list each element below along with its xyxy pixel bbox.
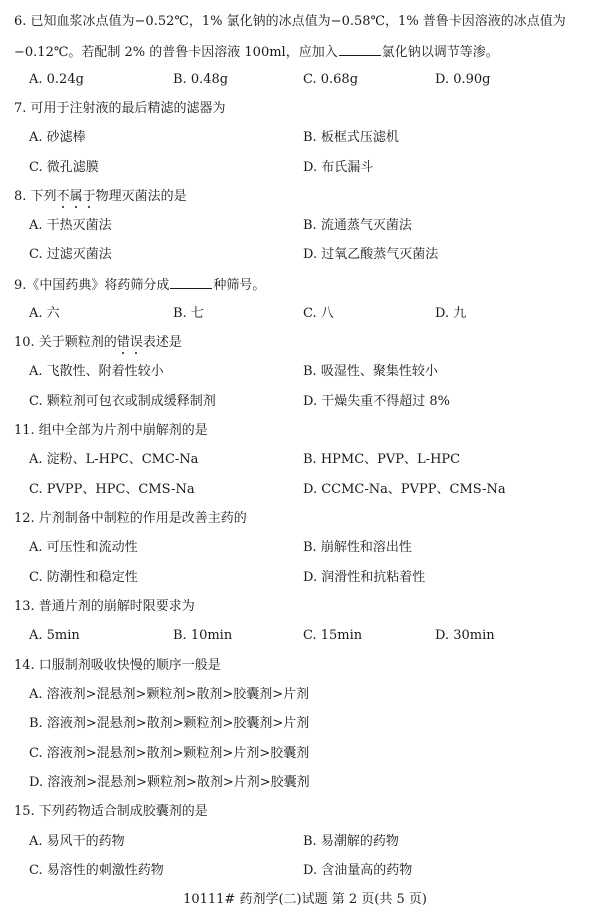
fill-blank <box>339 43 381 56</box>
page-footer: 10111# 药剂学(二)试题 第 2 页(共 5 页) <box>183 892 427 907</box>
question-15-option-b: B. 易潮解的药物 <box>303 834 399 849</box>
emphasis-char: 不 <box>56 189 70 204</box>
question-10-option-d: D. 干燥失重不得超过 8% <box>303 394 450 409</box>
question-8-option-a: A. 干热灭菌法 <box>29 218 112 233</box>
fill-blank <box>170 276 212 289</box>
question-11-option-b: B. HPMC、PVP、L-HPC <box>303 452 461 467</box>
question-6-option-d: D. 0.90g <box>435 72 491 87</box>
question-13-option-c: C. 15min <box>303 628 363 643</box>
emphasis-char: 错 <box>116 335 130 350</box>
question-6-line-2 <box>14 43 600 61</box>
question-9-option-d: D. 九 <box>435 306 467 321</box>
question-6-option-c: C. 0.68g <box>303 72 359 87</box>
question-13-option-a: A. 5min <box>29 628 80 643</box>
question-8-stem <box>14 189 600 205</box>
question-9-stem <box>14 276 600 294</box>
question-11-stem: 11. 组中全部为片剂中崩解剂的是 <box>14 423 208 438</box>
question-11-option-d: D. CCMC-Na、PVPP、CMS-Na <box>303 482 506 497</box>
question-6-option-b: B. 0.48g <box>173 72 229 87</box>
question-14-option-d: D. 溶液剂>混悬剂>颗粒剂>散剂>片剂>胶囊剂 <box>29 775 310 790</box>
question-15-option-c: C. 易溶性的刺激性药物 <box>29 863 164 878</box>
question-8-text-a: 8. 下列 <box>14 189 57 204</box>
question-6-text-b: 氯化钠以调节等渗。 <box>381 45 499 60</box>
question-15-option-d: D. 含油量高的药物 <box>303 863 413 878</box>
question-7-option-d: D. 布氏漏斗 <box>303 160 374 175</box>
question-12-option-b: B. 崩解性和溶出性 <box>303 540 412 555</box>
question-10-option-b: B. 吸湿性、聚集性较小 <box>303 364 438 379</box>
question-11-option-c: C. PVPP、HPC、CMS-Na <box>29 482 195 497</box>
emphasis-char: 于 <box>82 189 96 204</box>
question-7-option-c: C. 微孔滤膜 <box>29 160 99 175</box>
emphasis-char: 误 <box>129 335 143 350</box>
question-11-option-a: A. 淀粉、L-HPC、CMC-Na <box>29 452 199 467</box>
question-10-option-c: C. 颗粒剂可包衣或制成缓释制剂 <box>29 394 216 409</box>
question-7-option-b: B. 板框式压滤机 <box>303 130 399 145</box>
question-10-option-a: A. 飞散性、附着性较小 <box>29 364 164 379</box>
question-14-option-c: C. 溶液剂>混悬剂>散剂>颗粒剂>片剂>胶囊剂 <box>29 746 310 761</box>
question-10-text-a: 10. 关于颗粒剂的 <box>14 335 117 350</box>
question-9-text-b: 种筛号。 <box>213 278 266 293</box>
question-12-option-d: D. 润滑性和抗粘着性 <box>303 570 426 585</box>
emphasis-char: 属 <box>69 189 83 204</box>
question-9-option-c: C. 八 <box>303 306 334 321</box>
question-12-stem: 12. 片剂制备中制粒的作用是改善主药的 <box>14 511 247 526</box>
question-9-option-a: A. 六 <box>29 306 60 321</box>
question-6-text-a: −0.12℃。若配制 2% 的普鲁卡因溶液 100ml，应加入 <box>14 45 338 60</box>
question-9-option-b: B. 七 <box>173 306 204 321</box>
question-8-option-c: C. 过滤灭菌法 <box>29 247 112 262</box>
question-8-option-d: D. 过氧乙酸蒸气灭菌法 <box>303 247 439 262</box>
question-10-stem <box>14 335 600 351</box>
question-13-option-d: D. 30min <box>435 628 495 643</box>
question-7-option-a: A. 砂滤棒 <box>29 130 86 145</box>
question-15-option-a: A. 易风干的药物 <box>29 834 125 849</box>
question-8-text-b: 物理灭菌法的是 <box>95 189 187 204</box>
question-12-option-a: A. 可压性和流动性 <box>29 540 138 555</box>
question-7-stem: 7. 可用于注射液的最后精滤的滤器为 <box>14 101 226 116</box>
question-12-option-c: C. 防潮性和稳定性 <box>29 570 138 585</box>
question-6-line-1: 6. 已知血浆冰点值为−0.52℃，1% 氯化钠的冰点值为−0.58℃，1% 普鲁卡因溶液的冰点值为 <box>14 14 566 29</box>
question-15-stem: 15. 下列药物适合制成胶囊剂的是 <box>14 804 208 819</box>
question-9-text-a: 9.《中国药典》将药筛分成 <box>14 278 170 293</box>
question-6-option-a: A. 0.24g <box>29 72 84 87</box>
question-13-stem: 13. 普通片剂的崩解时限要求为 <box>14 599 195 614</box>
question-14-option-a: A. 溶液剂>混悬剂>颗粒剂>散剂>胶囊剂>片剂 <box>29 687 310 702</box>
question-14-stem: 14. 口服制剂吸收快慢的顺序一般是 <box>14 658 221 673</box>
question-14-option-b: B. 溶液剂>混悬剂>散剂>颗粒剂>胶囊剂>片剂 <box>29 716 310 731</box>
question-13-option-b: B. 10min <box>173 628 233 643</box>
question-10-text-b: 表述是 <box>142 335 182 350</box>
question-8-option-b: B. 流通蒸气灭菌法 <box>303 218 412 233</box>
